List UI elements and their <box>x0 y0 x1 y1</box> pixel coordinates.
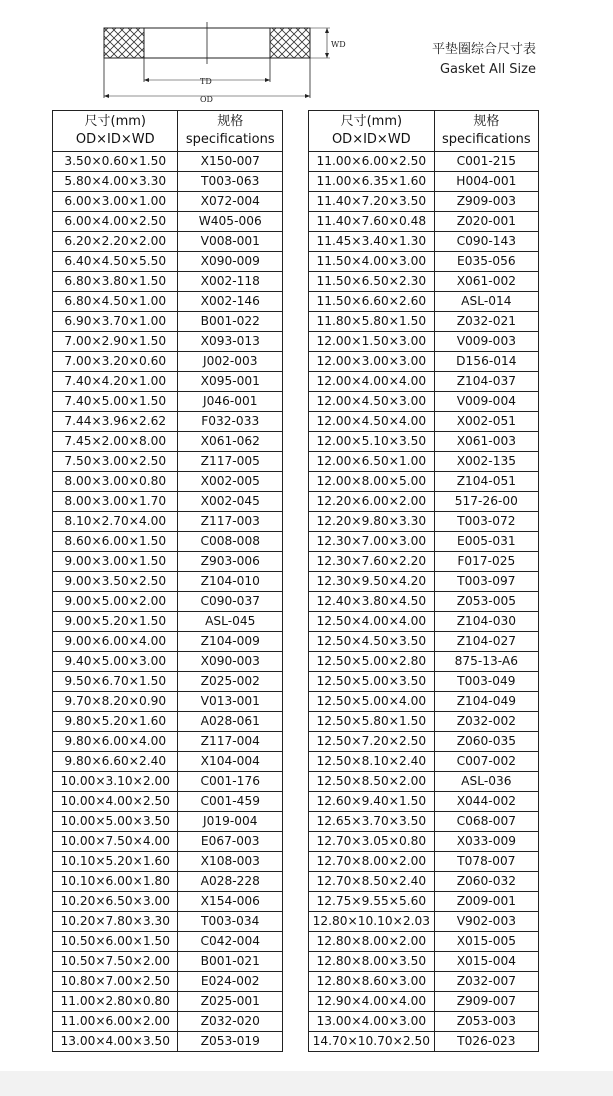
table-row <box>309 552 539 572</box>
spec-cell: 517-26-00 <box>434 492 538 512</box>
size-table-right <box>308 110 539 1052</box>
size-cell: 10.20×7.80×3.30 <box>53 912 178 932</box>
size-cell: 11.45×3.40×1.30 <box>309 232 435 252</box>
table-row <box>309 352 539 372</box>
size-cell: 13.00×4.00×3.00 <box>309 1012 435 1032</box>
table-row <box>53 632 283 652</box>
spec-cell: X090-009 <box>178 252 283 272</box>
table-row <box>309 192 539 212</box>
spec-cell: C008-008 <box>178 532 283 552</box>
table-row <box>309 972 539 992</box>
size-cell: 10.20×6.50×3.00 <box>53 892 178 912</box>
table-row <box>53 612 283 632</box>
page-footer-band <box>0 1071 613 1096</box>
spec-cell: Z104-009 <box>178 632 283 652</box>
spec-cell: C090-143 <box>434 232 538 252</box>
spec-cell: Z032-020 <box>178 1012 283 1032</box>
size-cell: 12.50×8.50×2.00 <box>309 772 435 792</box>
spec-cell: Z060-035 <box>434 732 538 752</box>
size-cell: 9.00×3.00×1.50 <box>53 552 178 572</box>
spec-cell: B001-022 <box>178 312 283 332</box>
spec-cell: X002-146 <box>178 292 283 312</box>
size-cell: 12.50×5.80×1.50 <box>309 712 435 732</box>
spec-cell: T003-072 <box>434 512 538 532</box>
table-row <box>53 252 283 272</box>
table-row <box>53 412 283 432</box>
table-row <box>309 872 539 892</box>
spec-cell: Z032-007 <box>434 972 538 992</box>
size-cell: 10.00×3.10×2.00 <box>53 772 178 792</box>
spec-cell: Z104-027 <box>434 632 538 652</box>
size-cell: 12.00×4.50×4.00 <box>309 412 435 432</box>
table-row <box>53 732 283 752</box>
spec-cell: D156-014 <box>434 352 538 372</box>
size-cell: 9.80×5.20×1.60 <box>53 712 178 732</box>
size-cell: 12.00×4.00×4.00 <box>309 372 435 392</box>
size-cell: 6.20×2.20×2.00 <box>53 232 178 252</box>
spec-cell: X061-062 <box>178 432 283 452</box>
size-cell: 12.70×3.05×0.80 <box>309 832 435 852</box>
page-title <box>432 40 536 80</box>
spec-cell: C068-007 <box>434 812 538 832</box>
table-row <box>309 572 539 592</box>
spec-cell: Z903-006 <box>178 552 283 572</box>
size-cell: 7.00×3.20×0.60 <box>53 352 178 372</box>
table-row <box>309 292 539 312</box>
table-row <box>309 892 539 912</box>
size-cell: 6.00×3.00×1.00 <box>53 192 178 212</box>
size-cell: 11.40×7.20×3.50 <box>309 192 435 212</box>
spec-cell: X090-003 <box>178 652 283 672</box>
table-row <box>309 852 539 872</box>
table-row <box>309 252 539 272</box>
table-row <box>53 912 283 932</box>
spec-cell: Z117-004 <box>178 732 283 752</box>
spec-cell: V008-001 <box>178 232 283 252</box>
spec-cell: T003-063 <box>178 172 283 192</box>
gasket-diagram-svg <box>98 22 348 106</box>
size-cell: 12.60×9.40×1.50 <box>309 792 435 812</box>
table-row <box>53 152 283 172</box>
table-row <box>53 292 283 312</box>
size-cell: 9.50×6.70×1.50 <box>53 672 178 692</box>
spec-cell: A028-061 <box>178 712 283 732</box>
size-cell: 7.44×3.96×2.62 <box>53 412 178 432</box>
right-section-hatch <box>270 28 310 58</box>
size-cell: 10.80×7.00×2.50 <box>53 972 178 992</box>
table-row <box>309 372 539 392</box>
table-row <box>53 212 283 232</box>
title-chinese: 平垫圈综合尺寸表 <box>431 42 536 57</box>
gasket-cross-section-diagram <box>98 22 348 106</box>
spec-cell: F017-025 <box>434 552 538 572</box>
size-cell: 12.90×4.00×4.00 <box>309 992 435 1012</box>
size-cell: 11.00×6.00×2.00 <box>53 1012 178 1032</box>
size-cell: 9.70×8.20×0.90 <box>53 692 178 712</box>
size-cell: 10.00×4.00×2.50 <box>53 792 178 812</box>
header-spec: 规格 specifications <box>434 111 538 152</box>
size-cell: 12.00×4.50×3.00 <box>309 392 435 412</box>
table-row <box>53 432 283 452</box>
size-cell: 12.70×8.50×2.40 <box>309 872 435 892</box>
header-size: 尺寸(mm) OD×ID×WD <box>53 111 178 152</box>
spec-cell: Z009-001 <box>434 892 538 912</box>
spec-cell: X095-001 <box>178 372 283 392</box>
spec-cell: F032-033 <box>178 412 283 432</box>
spec-cell: X154-006 <box>178 892 283 912</box>
size-cell: 11.00×6.00×2.50 <box>309 152 435 172</box>
table-row <box>53 552 283 572</box>
table-row <box>53 192 283 212</box>
spec-cell: T026-023 <box>434 1032 538 1052</box>
spec-cell: Z104-030 <box>434 612 538 632</box>
table-row <box>309 752 539 772</box>
spec-cell: J046-001 <box>178 392 283 412</box>
size-cell: 5.80×4.00×3.30 <box>53 172 178 192</box>
spec-cell: Z117-005 <box>178 452 283 472</box>
size-cell: 6.80×4.50×1.00 <box>53 292 178 312</box>
size-cell: 12.70×8.00×2.00 <box>309 852 435 872</box>
spec-cell: Z025-001 <box>178 992 283 1012</box>
spec-cell: X150-007 <box>178 152 283 172</box>
size-cell: 12.00×5.10×3.50 <box>309 432 435 452</box>
table-row <box>309 732 539 752</box>
size-cell: 12.50×5.00×2.80 <box>309 652 435 672</box>
spec-cell: Z104-010 <box>178 572 283 592</box>
size-cell: 12.00×1.50×3.00 <box>309 332 435 352</box>
spec-cell: Z104-051 <box>434 472 538 492</box>
size-cell: 10.50×7.50×2.00 <box>53 952 178 972</box>
size-cell: 12.00×8.00×5.00 <box>309 472 435 492</box>
spec-cell: J019-004 <box>178 812 283 832</box>
spec-cell: C042-004 <box>178 932 283 952</box>
spec-cell: Z053-003 <box>434 1012 538 1032</box>
table-row <box>53 872 283 892</box>
size-cell: 6.80×3.80×1.50 <box>53 272 178 292</box>
spec-cell: T078-007 <box>434 852 538 872</box>
table-row <box>309 452 539 472</box>
size-cell: 6.90×3.70×1.00 <box>53 312 178 332</box>
table-row <box>309 212 539 232</box>
size-cell: 12.00×3.00×3.00 <box>309 352 435 372</box>
table-row <box>309 612 539 632</box>
od-label: OD <box>200 95 213 104</box>
size-cell: 9.80×6.60×2.40 <box>53 752 178 772</box>
table-row <box>309 272 539 292</box>
size-cell: 12.00×6.50×1.00 <box>309 452 435 472</box>
spec-cell: C001-215 <box>434 152 538 172</box>
spec-cell: V009-004 <box>434 392 538 412</box>
td-label: TD <box>200 77 212 86</box>
table-row <box>309 692 539 712</box>
table-row <box>53 532 283 552</box>
table-row <box>309 792 539 812</box>
table-row <box>53 992 283 1012</box>
spec-cell: Z909-007 <box>434 992 538 1012</box>
size-cell: 9.40×5.00×3.00 <box>53 652 178 672</box>
table-row <box>309 1032 539 1052</box>
spec-cell: Z053-019 <box>178 1032 283 1052</box>
spec-cell: X061-002 <box>434 272 538 292</box>
size-cell: 12.50×8.10×2.40 <box>309 752 435 772</box>
left-section-hatch <box>104 28 144 58</box>
table-row <box>309 312 539 332</box>
table-row <box>309 432 539 452</box>
spec-cell: C001-176 <box>178 772 283 792</box>
size-cell: 13.00×4.00×3.50 <box>53 1032 178 1052</box>
size-cell: 12.80×10.10×2.03 <box>309 912 435 932</box>
spec-cell: X002-051 <box>434 412 538 432</box>
spec-cell: Z117-003 <box>178 512 283 532</box>
table-row <box>309 952 539 972</box>
title-english: Gasket All Size <box>439 62 536 77</box>
table-row <box>53 832 283 852</box>
spec-cell: Z104-049 <box>434 692 538 712</box>
spec-cell: ASL-036 <box>434 772 538 792</box>
size-cell: 11.40×7.60×0.48 <box>309 212 435 232</box>
table-row <box>53 272 283 292</box>
size-cell: 6.00×4.00×2.50 <box>53 212 178 232</box>
table-row <box>309 412 539 432</box>
table-row <box>53 772 283 792</box>
spec-cell: A028-228 <box>178 872 283 892</box>
table-row <box>309 932 539 952</box>
spec-cell: Z020-001 <box>434 212 538 232</box>
size-cell: 12.50×5.00×3.50 <box>309 672 435 692</box>
size-cell: 7.45×2.00×8.00 <box>53 432 178 452</box>
table-row <box>53 972 283 992</box>
spec-cell: E035-056 <box>434 252 538 272</box>
size-cell: 9.00×5.00×2.00 <box>53 592 178 612</box>
table-row <box>53 712 283 732</box>
table-row <box>53 472 283 492</box>
spec-cell: T003-049 <box>434 672 538 692</box>
spec-cell: E024-002 <box>178 972 283 992</box>
spec-cell: X002-045 <box>178 492 283 512</box>
size-cell: 8.00×3.00×0.80 <box>53 472 178 492</box>
spec-cell: B001-021 <box>178 952 283 972</box>
table-row <box>309 672 539 692</box>
spec-cell: X002-135 <box>434 452 538 472</box>
spec-cell: W405-006 <box>178 212 283 232</box>
size-cell: 12.40×3.80×4.50 <box>309 592 435 612</box>
table-row <box>309 632 539 652</box>
spec-cell: 875-13-A6 <box>434 652 538 672</box>
size-cell: 12.80×8.00×2.00 <box>309 932 435 952</box>
size-cell: 9.00×5.20×1.50 <box>53 612 178 632</box>
size-cell: 12.50×5.00×4.00 <box>309 692 435 712</box>
size-cell: 10.10×6.00×1.80 <box>53 872 178 892</box>
spec-cell: X044-002 <box>434 792 538 812</box>
spec-cell: V009-003 <box>434 332 538 352</box>
table-row <box>309 172 539 192</box>
spec-cell: X104-004 <box>178 752 283 772</box>
table-row <box>53 372 283 392</box>
table-row <box>53 392 283 412</box>
table-row <box>309 512 539 532</box>
table-row <box>53 332 283 352</box>
size-cell: 12.30×7.60×2.20 <box>309 552 435 572</box>
table-row <box>309 992 539 1012</box>
size-cell: 12.50×4.50×3.50 <box>309 632 435 652</box>
size-cell: 12.30×7.00×3.00 <box>309 532 435 552</box>
table-row <box>53 692 283 712</box>
spec-cell: X061-003 <box>434 432 538 452</box>
size-cell: 14.70×10.70×2.50 <box>309 1032 435 1052</box>
size-cell: 10.10×5.20×1.60 <box>53 852 178 872</box>
table-row <box>309 152 539 172</box>
table-row <box>53 172 283 192</box>
table-row <box>309 712 539 732</box>
table-row <box>53 652 283 672</box>
table-row <box>309 832 539 852</box>
table-row <box>53 572 283 592</box>
table-row <box>309 492 539 512</box>
size-table-left <box>52 110 283 1052</box>
size-cell: 7.50×3.00×2.50 <box>53 452 178 472</box>
size-cell: 12.80×8.00×3.50 <box>309 952 435 972</box>
table-row <box>53 1012 283 1032</box>
table-row <box>53 752 283 772</box>
table-row <box>53 932 283 952</box>
size-cell: 6.40×4.50×5.50 <box>53 252 178 272</box>
table-row <box>309 592 539 612</box>
table-row <box>53 812 283 832</box>
size-cell: 11.50×6.50×2.30 <box>309 272 435 292</box>
table-row <box>53 592 283 612</box>
table-row <box>53 452 283 472</box>
spec-cell: Z053-005 <box>434 592 538 612</box>
spec-cell: X072-004 <box>178 192 283 212</box>
size-cell: 10.50×6.00×1.50 <box>53 932 178 952</box>
table-row <box>53 512 283 532</box>
table-row <box>309 332 539 352</box>
table-row <box>53 492 283 512</box>
size-cell: 8.10×2.70×4.00 <box>53 512 178 532</box>
size-cell: 11.00×2.80×0.80 <box>53 992 178 1012</box>
size-cell: 12.20×6.00×2.00 <box>309 492 435 512</box>
table-row <box>309 232 539 252</box>
wd-label: WD <box>331 40 346 49</box>
table-row <box>309 1012 539 1032</box>
spec-cell: Z909-003 <box>434 192 538 212</box>
header-size: 尺寸(mm) OD×ID×WD <box>309 111 435 152</box>
table-row <box>53 352 283 372</box>
size-cell: 12.50×4.00×4.00 <box>309 612 435 632</box>
table-row <box>309 532 539 552</box>
table-header-row <box>53 111 283 152</box>
table-row <box>53 312 283 332</box>
spec-cell: E005-031 <box>434 532 538 552</box>
spec-cell: ASL-045 <box>178 612 283 632</box>
size-cell: 9.80×6.00×4.00 <box>53 732 178 752</box>
table-row <box>309 772 539 792</box>
spec-cell: X108-003 <box>178 852 283 872</box>
table-row <box>309 392 539 412</box>
size-cell: 7.40×5.00×1.50 <box>53 392 178 412</box>
spec-cell: C007-002 <box>434 752 538 772</box>
size-cell: 7.00×2.90×1.50 <box>53 332 178 352</box>
table-row <box>53 952 283 972</box>
size-cell: 7.40×4.20×1.00 <box>53 372 178 392</box>
size-cell: 12.80×8.60×3.00 <box>309 972 435 992</box>
table-row <box>53 892 283 912</box>
spec-cell: T003-097 <box>434 572 538 592</box>
size-cell: 10.00×7.50×4.00 <box>53 832 178 852</box>
size-cell: 10.00×5.00×3.50 <box>53 812 178 832</box>
size-cell: 8.00×3.00×1.70 <box>53 492 178 512</box>
spec-cell: V902-003 <box>434 912 538 932</box>
table-row <box>309 472 539 492</box>
size-cell: 12.20×9.80×3.30 <box>309 512 435 532</box>
table-row <box>309 812 539 832</box>
spec-cell: X015-005 <box>434 932 538 952</box>
spec-cell: X015-004 <box>434 952 538 972</box>
spec-cell: Z104-037 <box>434 372 538 392</box>
spec-cell: Z025-002 <box>178 672 283 692</box>
spec-cell: J002-003 <box>178 352 283 372</box>
spec-cell: C001-459 <box>178 792 283 812</box>
table-row <box>53 792 283 812</box>
spec-cell: X093-013 <box>178 332 283 352</box>
size-cell: 12.30×9.50×4.20 <box>309 572 435 592</box>
spec-cell: C090-037 <box>178 592 283 612</box>
spec-cell: T003-034 <box>178 912 283 932</box>
size-cell: 11.80×5.80×1.50 <box>309 312 435 332</box>
spec-cell: Z032-002 <box>434 712 538 732</box>
spec-cell: Z060-032 <box>434 872 538 892</box>
header-spec: 规格 specifications <box>178 111 283 152</box>
table-row <box>309 912 539 932</box>
size-cell: 12.75×9.55×5.60 <box>309 892 435 912</box>
size-cell: 9.00×6.00×4.00 <box>53 632 178 652</box>
table-header-row <box>309 111 539 152</box>
spec-cell: X033-009 <box>434 832 538 852</box>
table-row <box>309 652 539 672</box>
table-row <box>53 232 283 252</box>
spec-cell: V013-001 <box>178 692 283 712</box>
table-row <box>53 852 283 872</box>
size-cell: 11.50×6.60×2.60 <box>309 292 435 312</box>
spec-cell: X002-005 <box>178 472 283 492</box>
size-cell: 12.65×3.70×3.50 <box>309 812 435 832</box>
table-row <box>53 672 283 692</box>
size-cell: 11.00×6.35×1.60 <box>309 172 435 192</box>
size-cell: 8.60×6.00×1.50 <box>53 532 178 552</box>
spec-cell: X002-118 <box>178 272 283 292</box>
table-row <box>53 1032 283 1052</box>
size-cell: 11.50×4.00×3.00 <box>309 252 435 272</box>
size-cell: 9.00×3.50×2.50 <box>53 572 178 592</box>
size-cell: 12.50×7.20×2.50 <box>309 732 435 752</box>
size-cell: 3.50×0.60×1.50 <box>53 152 178 172</box>
spec-cell: H004-001 <box>434 172 538 192</box>
spec-cell: E067-003 <box>178 832 283 852</box>
spec-cell: ASL-014 <box>434 292 538 312</box>
spec-cell: Z032-021 <box>434 312 538 332</box>
